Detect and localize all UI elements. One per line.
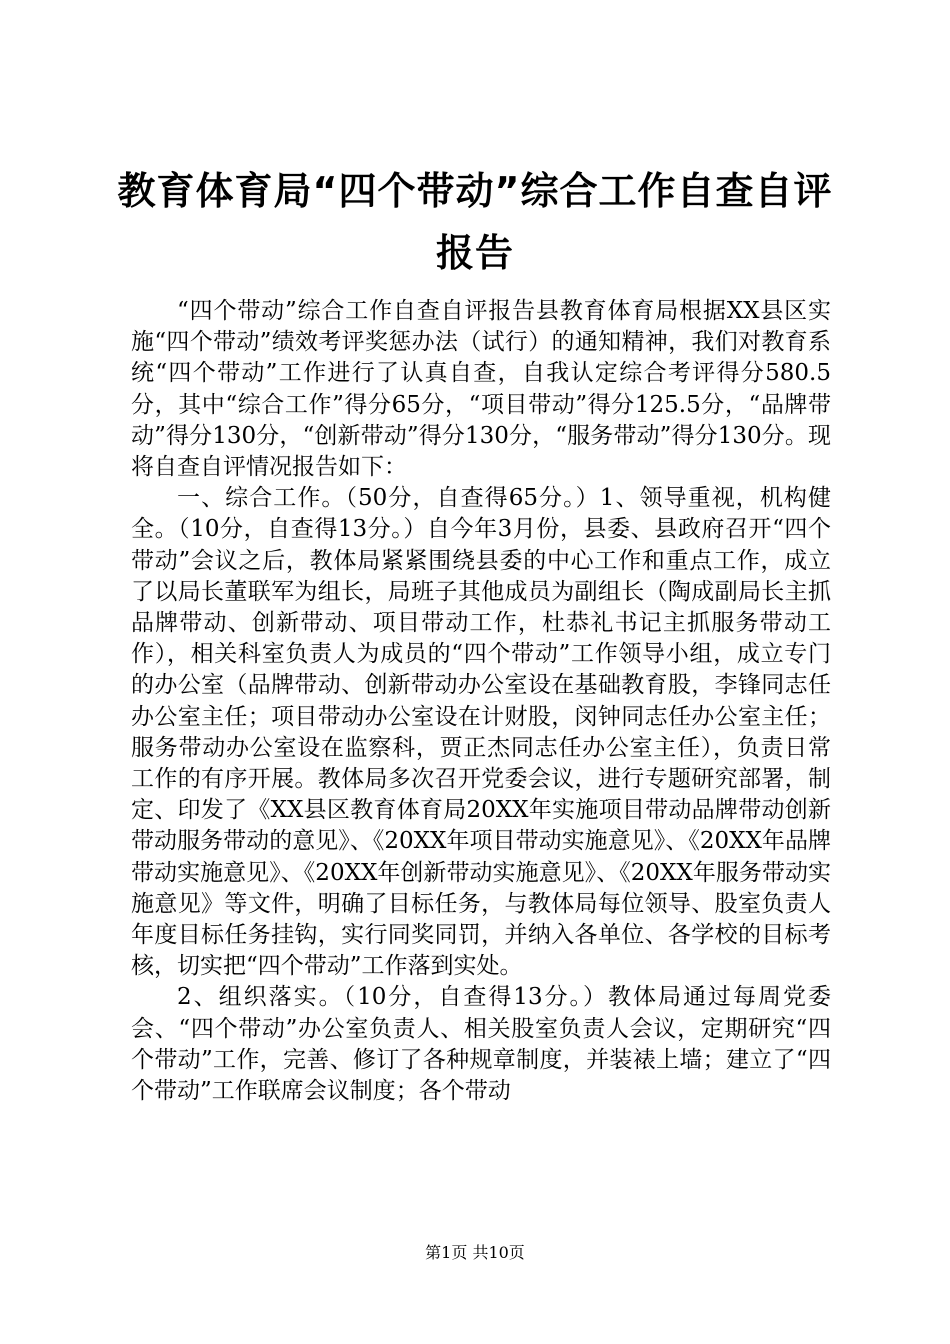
- paragraph-intro: “四个带动”综合工作自查自评报告县教育体育局根据XX县区实施“四个带动”绩效考评奖惩办法（试行）的通知精神，我们对教育系统“四个带动”工作进行了认真自查，自我认定综合考评得分580.5分，其中“综合工作”得分65分，“项目带动”得分125.5分，“品牌带动”得分130分，“创新带动”得分130分，“服务带动”得分130分。现将自查自评情况报告如下：: [131, 298, 831, 481]
- document-body: [131, 296, 831, 1107]
- page-number-footer: 第1页 共10页: [425, 1243, 525, 1262]
- paragraph-section-one: 一、综合工作。（50分，自查得65分。）1、领导重视，机构健全。（10分，自查得13分。）自今年3月份，县委、县政府召开“四个带动”会议之后，教体局紧紧围绕县委的中心工作和重点工作，成立了以局长董联军为组长，局班子其他成员为副组长（陶成副局长主抓品牌带动、创新带动、项目带动工作，杜恭礼书记主抓服务带动工作），相关科室负责人为成员的“四个带动”工作领导小组，成立专门的办公室（品牌带动、创新带动办公室设在基础教育股，李锋同志任办公室主任；项目带动办公室设在计财股，闵钟同志任办公室主任；服务带动办公室设在监察科，贾正杰同志任办公室主任），负责日常工作的有序开展。教体局多次召开党委会议，进行专题研究部署，制定、印发了《XX县区教育体育局20XX年实施项目带动品牌带动创新带动服务带动的意见》、《20XX年项目带动实施意见》、《20XX年品牌带动实施意见》、《20XX年创新带动实施意见》、《20XX年服务带动实施意见》等文件，明确了目标任务，与教体局每位领导、股室负责人年度目标任务挂钩，实行同奖同罚，并纳入各单位、各学校的目标考核，切实把“四个带动”工作落到实处。: [131, 485, 831, 980]
- document-title: 教育体育局“四个带动”综合工作自查自评报告: [117, 169, 833, 275]
- paragraph-item-two: 2、组织落实。（10分，自查得13分。）教体局通过每周党委会、“四个带动”办公室负责人、相关股室负责人会议，定期研究“四个带动”工作，完善、修订了各种规章制度，并装裱上墙；建立了“四个带动”工作联席会议制度；各个带动: [131, 984, 831, 1105]
